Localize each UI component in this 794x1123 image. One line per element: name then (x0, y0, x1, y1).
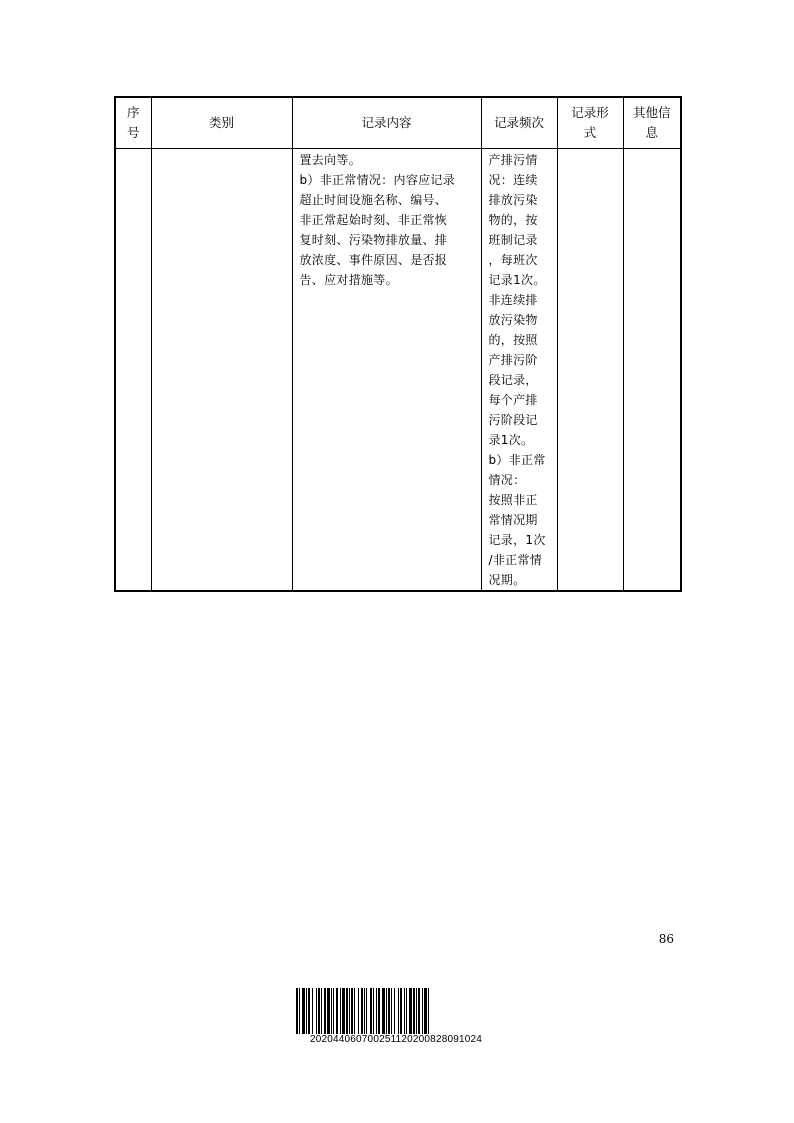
barcode-bar (409, 988, 412, 1034)
header-frequency: 记录频次 (481, 97, 557, 149)
barcode-bar (296, 988, 298, 1034)
cell-form (557, 149, 623, 592)
barcode-bar (316, 988, 317, 1034)
barcode-bar (336, 988, 338, 1034)
barcode-bar (364, 988, 365, 1034)
barcode-bar (382, 988, 385, 1034)
barcode-bar (418, 988, 420, 1034)
barcode-bar (388, 988, 390, 1034)
barcode-bar (394, 988, 395, 1034)
barcode-bar (428, 988, 429, 1034)
barcode-bar (413, 988, 415, 1034)
barcode-bar (302, 988, 305, 1034)
header-category: 类别 (151, 97, 292, 149)
content-text: 置去向等。 b）非正常情况：内容应记录 超止时间设施名称、编号、 非正常起始时刻、非正常恢 复时刻、污染物排放量、排 放浓度、事件原因、是否报 告、应对措施等。 (299, 153, 456, 287)
record-table (114, 96, 682, 592)
cell-frequency (481, 149, 557, 592)
barcode-bar (318, 988, 320, 1034)
barcode-bar (358, 988, 359, 1034)
barcode-number: 20204406070025112020082809102​4 (309, 1034, 483, 1045)
table-header-row (115, 97, 681, 149)
barcode-bar (342, 988, 345, 1034)
barcode-bar (331, 988, 332, 1034)
header-other: 其他信 息 (623, 97, 681, 149)
barcode-bar (400, 988, 402, 1034)
cell-content (292, 149, 481, 592)
barcode-bar (404, 988, 405, 1034)
barcode-bar (308, 988, 310, 1034)
barcode-bar (370, 988, 372, 1034)
barcode-bar (373, 988, 374, 1034)
barcode-bar (391, 988, 392, 1034)
barcode-bar (424, 988, 427, 1034)
header-content: 记录内容 (292, 97, 481, 149)
barcode-bar (354, 988, 355, 1034)
barcode-bar (351, 988, 353, 1034)
header-seq: 序 号 (115, 97, 151, 149)
barcode-bar (366, 988, 367, 1034)
table-row (115, 149, 681, 592)
barcode-bar (422, 988, 423, 1034)
barcode-bar (324, 988, 326, 1034)
barcode-icon (296, 988, 496, 1034)
cell-category (151, 149, 292, 592)
barcode-bar (386, 988, 387, 1034)
barcode-bar (361, 988, 363, 1034)
cell-seq (115, 149, 151, 592)
barcode-bar (299, 988, 300, 1034)
barcode-bar (327, 988, 330, 1034)
barcode-bar (376, 988, 377, 1034)
barcode-bar (416, 988, 417, 1034)
barcode-bar (406, 988, 407, 1034)
page-number: 86 (658, 932, 674, 946)
header-form: 记录形 式 (557, 97, 623, 149)
frequency-text: 产排污情 况：连续 排放污染 物的，按 班制记录 ，每班次 记录1次。 非连续排 放污染物 的，按照 产排污阶 段记录， 每个产排 污阶段记 录1次。 b）非正常 情况： 按照非正 常情况期 记录，1次 /非正常情 况期。 (488, 153, 546, 587)
barcode-bar (321, 988, 322, 1034)
barcode-bar (349, 988, 350, 1034)
barcode-bar (306, 988, 307, 1034)
barcode-bar (346, 988, 348, 1034)
barcode-bar (398, 988, 399, 1034)
barcode-bar (378, 988, 380, 1034)
cell-other (623, 149, 681, 592)
barcode-bar (312, 988, 313, 1034)
barcode-bar (340, 988, 341, 1034)
barcode-bar (333, 988, 334, 1034)
